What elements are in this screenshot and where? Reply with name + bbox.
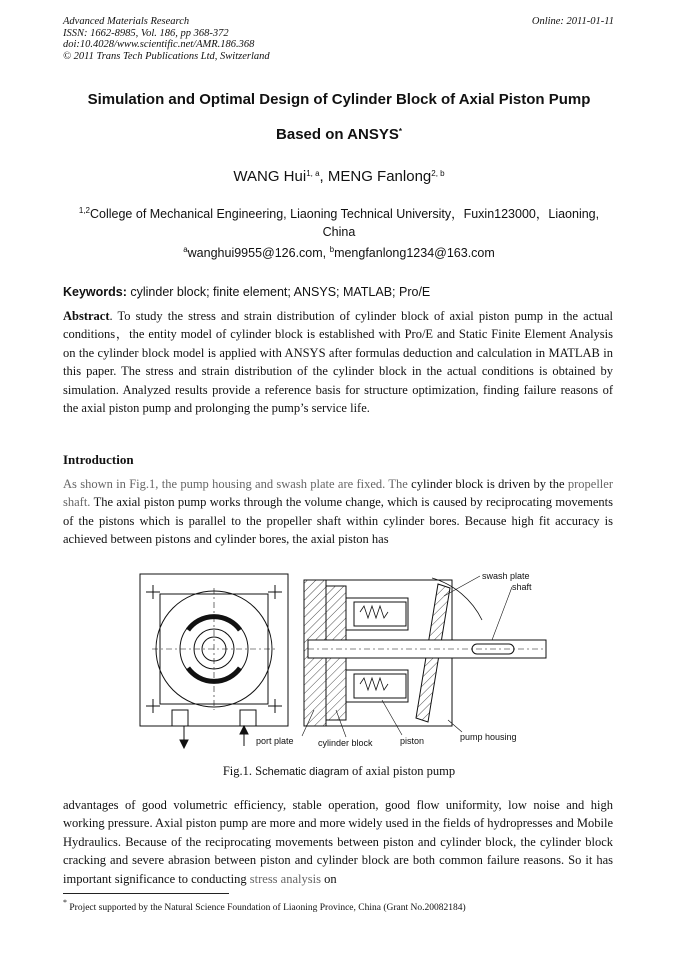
front-view: [140, 574, 288, 726]
continuation-text-a: advantages of good volumetric efficiency, stable operation, good flow uniformity, low noise and high working pressure. Axial piston pump are more and more widely used in the fields of hydropresses and Mobile Hydraulics. Because of the reciprocating movements between piston and cylinder block, the cylinder block cracking and severe abrasion between piston and cylinder block are both common failure reasons. So it has important significance to conducting: [63, 798, 613, 886]
footnote-text: Project supported by the Natural Science Foundation of Liaoning Province, China (Grant No.20082184): [67, 903, 466, 913]
paper-title-line2: [40, 126, 638, 143]
flow-arrows: [180, 726, 248, 748]
keywords: [63, 285, 430, 299]
pump-schematic-figure: [132, 560, 552, 752]
affiliation: [70, 202, 608, 241]
author-1-sup: 1, a: [306, 169, 320, 178]
port-fitting-right: [240, 710, 256, 726]
caption-middle: chematic diagram: [262, 766, 349, 778]
intro-text-d: The axial piston pump works through the volume change, which is caused by reciprocating movements of the pistons which is parallel to the propeller shaft within cylinder bores. Because high fit accuracy is achieved between pistons and cylinder bores, the axial piston has: [63, 495, 613, 547]
doi-line: doi:10.4028/www.scientific.net/AMR.186.368: [63, 39, 255, 50]
paper-title-line1: Simulation and Optimal Design of Cylinder Block of Axial Piston Pump: [87, 91, 591, 108]
label-shaft: shaft: [512, 582, 532, 592]
email-line: [40, 245, 638, 260]
author-1: WANG Hui: [233, 168, 307, 185]
journal-header: [63, 16, 270, 62]
affiliation-text: College of Mechanical Engineering, Liaoning Technical University，Fuxin123000，Liaoning, China: [90, 207, 600, 239]
continuation-paragraph: [63, 796, 613, 888]
email-a-sup: a: [183, 245, 188, 254]
intro-text-c: propeller shaft.: [63, 477, 613, 510]
title-text: Based on ANSYS: [276, 126, 399, 143]
keywords-text: cylinder block; finite element; ANSYS; MATLAB; Pro/E: [126, 285, 431, 299]
bolt-mark-bl: [146, 699, 160, 713]
label-piston: piston: [400, 736, 425, 746]
bolt-mark-br: [268, 699, 282, 713]
caption-suffix: of axial piston pump: [348, 764, 456, 778]
port-fitting-left: [172, 710, 188, 726]
intro-text-b: cylinder block is driven by the: [407, 477, 568, 491]
introduction-paragraph: [63, 475, 613, 549]
abstract-text: . To study the stress and strain distribution of cylinder block of axial piston pump in the actual conditions，the entity model of cylinder block is established with Pro/E and Static Finite Element Analysis on the cylinder block model is applied with ANSYS after formulas deduction and calculation in MATLAB in this paper. The stress and strain distribution of the cylinder block in the actual conditions is obtained by simulation. Analyzed results provide a reference basis for structure optimization, finding failure reasons of the axial piston pump and prolonging the pump’s service life.: [63, 309, 613, 416]
continuation-highlight: stress analysis: [249, 871, 321, 886]
online-date: Online: 2011-01-11: [531, 16, 614, 27]
keywords-label: Keywords:: [63, 285, 127, 299]
author-separator: ,: [319, 168, 328, 185]
email-b-sup: b: [329, 245, 335, 254]
footnote-rule: [63, 893, 229, 894]
caption-prefix: Fig.1. S: [222, 764, 263, 778]
affiliation-sup: 1,2: [78, 206, 90, 215]
email-a[interactable]: wanghui9955@126.com,: [187, 246, 330, 260]
outlet-arrow: [180, 740, 188, 748]
abstract-label: Abstract: [63, 309, 110, 323]
section-view: [304, 578, 546, 726]
footnote-mark: *: [63, 898, 67, 907]
section-heading-introduction: Introduction: [63, 452, 134, 467]
author-2-sup: 2, b: [431, 169, 445, 178]
email-b[interactable]: mengfanlong1234@163.com: [334, 246, 495, 260]
author-line: [40, 168, 638, 185]
intro-text-a: As shown in Fig.1, the pump housing and swash plate are fixed. The: [63, 477, 408, 491]
inlet-arrow: [240, 726, 248, 734]
journal-name: Advanced Materials Research: [63, 16, 190, 27]
bolt-mark-tr: [268, 585, 282, 599]
label-port-plate: port plate: [256, 736, 294, 746]
bolt-mark-tl: [146, 585, 160, 599]
drive-shaft: [308, 640, 546, 658]
label-swash-plate: swash plate: [482, 571, 530, 581]
issn-line: ISSN: 1662-8985, Vol. 186, pp 368-372: [63, 27, 229, 39]
author-2: MENG Fanlong: [327, 168, 432, 185]
abstract: [63, 307, 613, 417]
figure-caption: [40, 764, 638, 779]
copyright-line: © 2011 Trans Tech Publications Ltd, Switzerland: [63, 50, 270, 62]
label-cylinder-block: cylinder block: [318, 738, 373, 748]
continuation-text-b: on: [320, 871, 337, 886]
footnote: [63, 898, 466, 913]
label-pump-housing: pump housing: [460, 732, 517, 742]
title-footnote-mark: *: [398, 127, 402, 136]
